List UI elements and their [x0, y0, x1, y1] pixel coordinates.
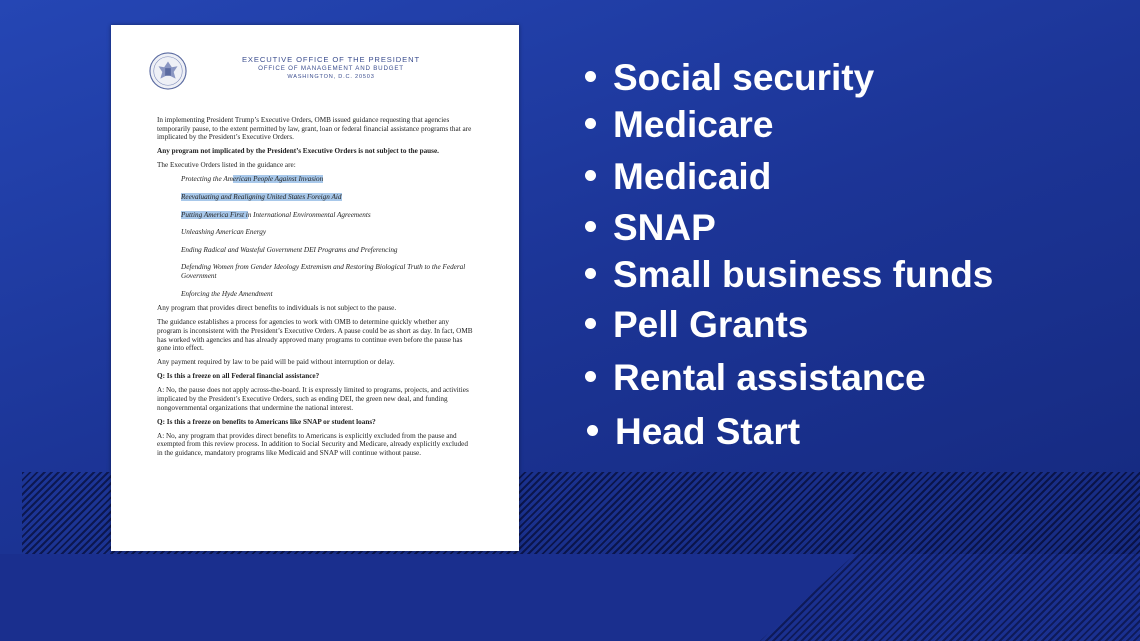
eo-highlight: Reevaluating and Realigning United States Foreign Aid [181, 193, 342, 202]
eo-text: Enforcing the Hyde Amendment [181, 289, 273, 298]
executive-order-item [181, 175, 475, 184]
executive-order-item [181, 228, 475, 237]
program-label: Medicaid [613, 156, 772, 197]
program-label: Pell Grants [613, 304, 809, 345]
program-label: Medicare [613, 104, 774, 145]
executive-order-item [181, 246, 475, 255]
bullet-dot-icon [585, 118, 596, 129]
intro-paragraph: In implementing President Trump’s Executive Orders, OMB issued guidance requesting that agencies temporarily pause, to the extent permitted by law, grant, loan or federal financial assistance programs that are implicated by the President’s Executive Orders. [157, 116, 472, 142]
presidential-seal-icon [149, 52, 187, 90]
bullet-dot-icon [585, 318, 596, 329]
letterhead-line1: EXECUTIVE OFFICE OF THE PRESIDENT [241, 55, 421, 64]
program-item [585, 207, 716, 249]
program-item [585, 304, 808, 346]
answer-2: A: No, any program that provides direct benefits to Americans is explicitly excluded from the pause and exempted from this review process. In addition to Social Security and Medicare, already explicitly excluded in the guidance, mandatory programs like Medicaid and SNAP will continue without pause. [157, 431, 468, 457]
bullet-dot-icon [585, 221, 596, 232]
executive-order-item [181, 211, 475, 220]
program-item [585, 57, 874, 99]
eo-text: Ending Radical and Wasteful Government DEI Programs and Preferencing [181, 245, 398, 254]
bullet-dot-icon [585, 371, 596, 382]
question-1: Q: Is this a freeze on all Federal financial assistance? [157, 372, 320, 381]
program-label: Social security [613, 57, 875, 98]
program-item [585, 357, 926, 399]
eo-text: n International Environmental Agreements [247, 210, 371, 219]
program-item [585, 254, 993, 296]
program-item [585, 156, 771, 198]
program-label: SNAP [613, 207, 716, 248]
program-label: Small business funds [613, 254, 994, 295]
executive-order-list [181, 175, 475, 298]
bullet-dot-icon [585, 71, 596, 82]
letterhead-line2: OFFICE OF MANAGEMENT AND BUDGET [258, 65, 404, 72]
program-item [587, 411, 800, 453]
process-paragraph: The guidance establishes a process for agencies to work with OMB to determine quickly whether any program is inconsistent with the President’s Executive Orders. A pause could be as short as day. In fact, OMB has worked with agencies and has already approved many programs to continue even before the pause has gone into effect. [157, 318, 473, 353]
bullet-dot-icon [585, 170, 596, 181]
program-item [585, 104, 773, 146]
letterhead-line3: WASHINGTON, D.C. 20503 [287, 74, 375, 80]
bold-statement: Any program not implicated by the President’s Executive Orders is not subject to the pause. [157, 147, 439, 156]
executive-order-item [181, 263, 475, 280]
executive-order-item [181, 290, 475, 299]
letterhead [206, 55, 456, 82]
eo-text: Protecting the Am [181, 175, 233, 184]
bullet-dot-icon [585, 268, 596, 279]
executive-order-item [181, 193, 475, 202]
program-label: Head Start [615, 411, 801, 452]
memo-body [157, 116, 475, 463]
bullet-dot-icon [587, 425, 598, 436]
eo-intro: The Executive Orders listed in the guidance are: [157, 161, 296, 170]
eo-highlight: Putting America First i [181, 210, 248, 219]
program-label: Rental assistance [613, 357, 926, 398]
question-2: Q: Is this a freeze on benefits to Americans like SNAP or student loans? [157, 417, 376, 426]
eo-text: Unleashing American Energy [181, 228, 267, 237]
answer-1: A: No, the pause does not apply across-the-board. It is expressly limited to programs, projects, and activities implicated by the President’s Executive Orders, such as ending DEI, the green new deal, and funding nongovernmental organizations that undermine the national interest. [157, 386, 469, 412]
eo-highlight: erican People Against Invasion [232, 175, 324, 184]
omb-memo-document [111, 25, 519, 551]
eo-text: Defending Women from Gender Ideology Extremism and Restoring Biological Truth to the Federal Government [181, 263, 466, 281]
payment-paragraph: Any payment required by law to be paid will be paid without interruption or delay. [157, 358, 395, 367]
direct-benefits-paragraph: Any program that provides direct benefits to individuals is not subject to the pause. [157, 304, 397, 313]
